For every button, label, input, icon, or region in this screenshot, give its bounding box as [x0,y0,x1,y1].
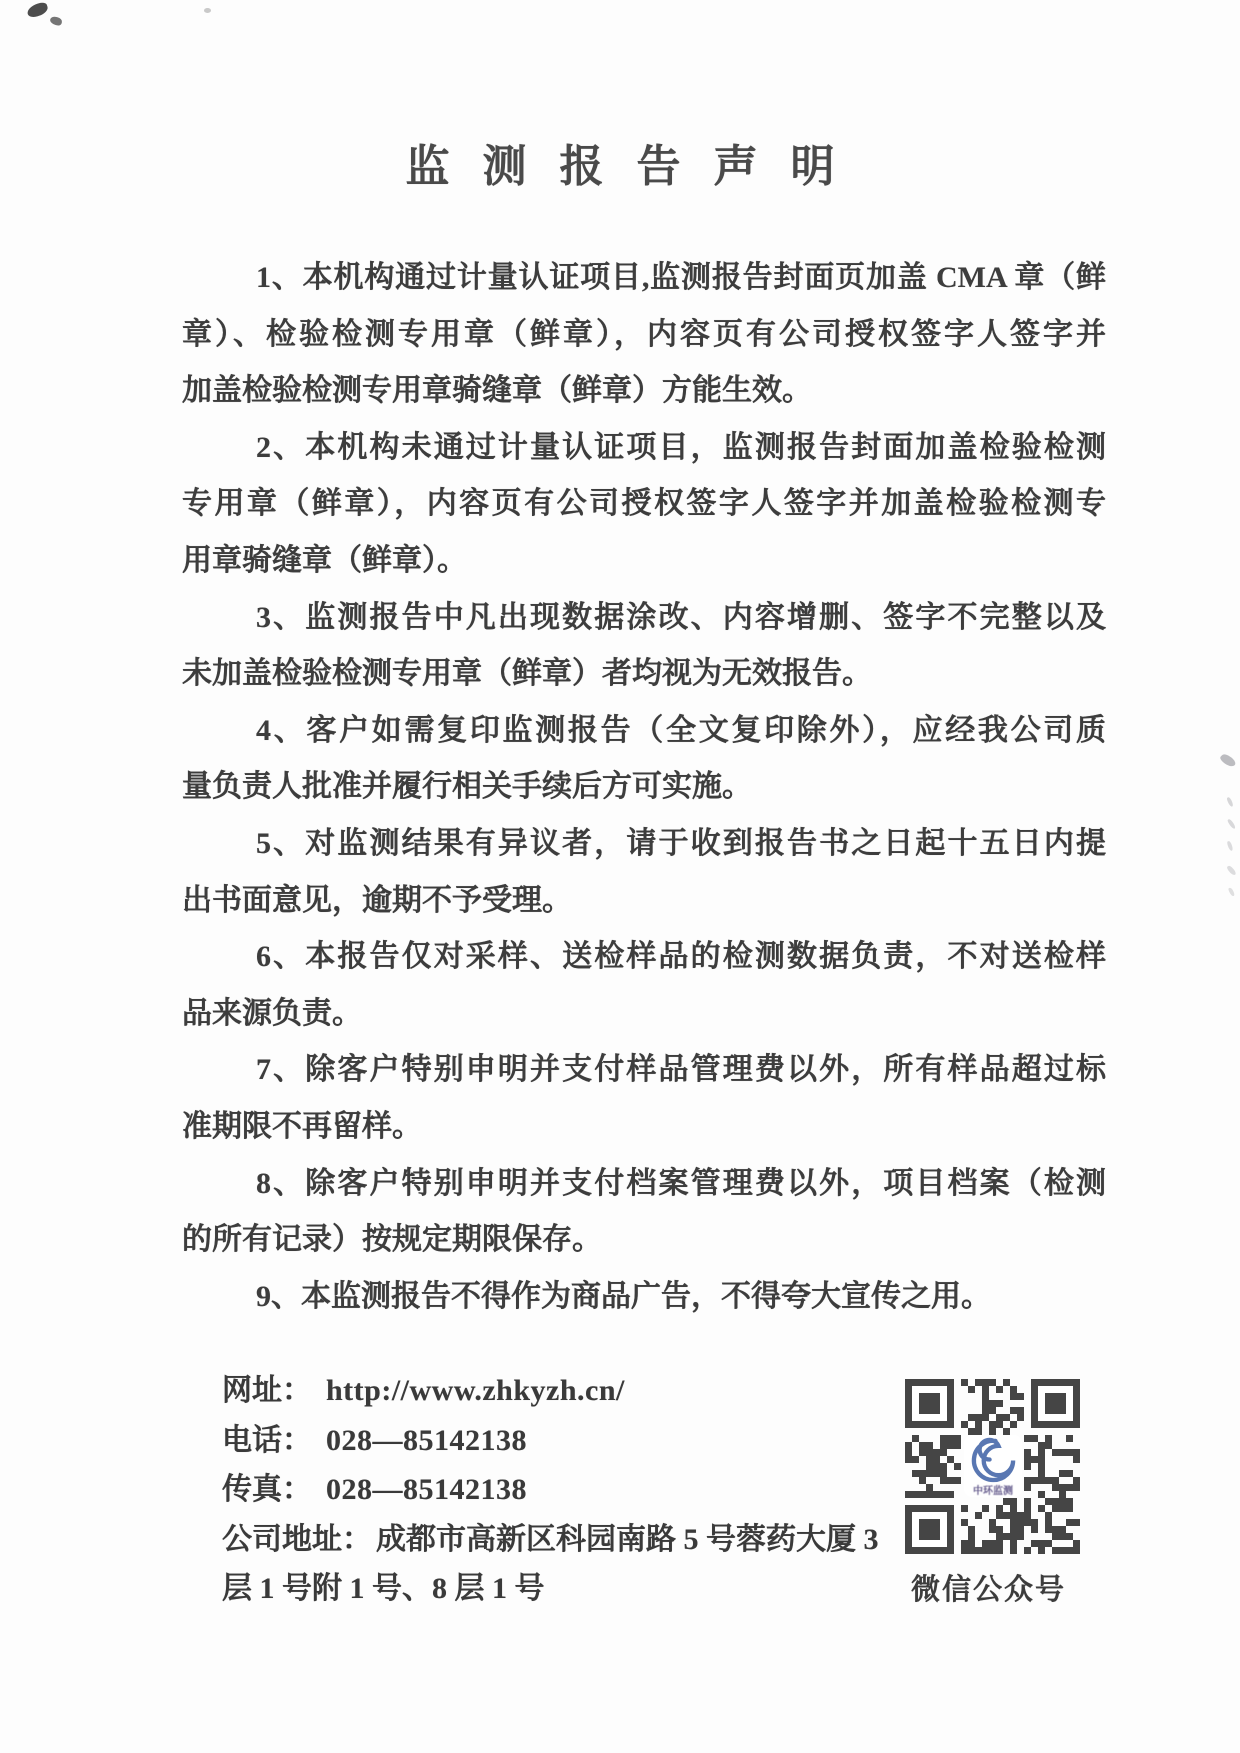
statement-line: 8、除客户特别申明并支付档案管理费以外，项目档案（检测 [256,1166,1106,1200]
phone-label: 电话： [222,1423,312,1457]
statement-line: 专用章（鲜章），内容页有公司授权签字人签字并加盖检验检测专 [182,487,1106,521]
statement-line: 章）、检验检测专用章（鲜章），内容页有公司授权签字人签字并 [182,317,1106,351]
statement-line: 5、对监测结果有异议者，请于收到报告书之日起十五日内提 [256,826,1106,860]
contact-block [222,1366,879,1614]
scan-artifact-spot [49,16,63,27]
statement-line: 2、本机构未通过计量认证项目，监测报告封面加盖检验检测 [256,430,1106,464]
phone-number: 028—85142138 [326,1423,527,1457]
statement-line: 品来源负责。 [182,996,362,1030]
website-line [222,1366,879,1416]
fax-line [222,1465,879,1515]
statement-line: 1、本机构通过计量认证项目,监测报告封面页加盖 CMA 章（鲜 [256,261,1106,294]
scan-artifact-edge-smudge [1216,744,1240,904]
page-title: 监测报告声明 [405,142,868,191]
scan-artifact-spot [26,1,50,19]
company-logo-swirl-icon [906,1435,1081,1486]
website-url: http://www.zhkyzh.cn/ [326,1374,625,1407]
statement-body [182,250,1106,1325]
statement-line: 量负责人批准并履行相关手续后方可实施。 [182,770,752,804]
website-label: 网址： [222,1374,312,1407]
address-label: 公司地址： [222,1522,372,1556]
statement-line: 9、本监测报告不得作为商品广告，不得夸大宣传之用。 [256,1279,991,1313]
statement-line: 3、监测报告中凡出现数据涂改、内容增删、签字不完整以及 [256,600,1106,634]
statement-line: 4、客户如需复印监测报告（全文复印除外），应经我公司质 [256,713,1106,747]
statement-line: 准期限不再留样。 [182,1109,422,1143]
address-line-2: 层 1 号附 1 号、8 层 1 号 [222,1572,545,1606]
fax-number: 028—85142138 [326,1473,527,1507]
statement-line: 加盖检验检测专用章骑缝章（鲜章）方能生效。 [182,374,812,408]
wechat-account-label: 微信公众号 [911,1574,1067,1606]
address-line-1 [222,1515,879,1565]
wechat-qr-code [905,1379,1080,1554]
statement-line: 用章骑缝章（鲜章）。 [182,543,467,577]
qr-logo-text: 中环监测 [973,1486,1013,1497]
statement-line: 出书面意见，逾期不予受理。 [182,883,572,917]
statement-line: 未加盖检验检测专用章（鲜章）者均视为无效报告。 [182,657,872,691]
qr-center-logo [964,1435,1022,1497]
fax-label: 传真： [222,1473,312,1507]
statement-line: 6、本报告仅对采样、送检样品的检测数据负责，不对送检样 [256,940,1106,974]
statement-line: 的所有记录）按规定期限保存。 [182,1223,602,1257]
phone-line [222,1416,879,1466]
scan-artifact-spot [204,8,211,13]
address-value: 成都市高新区科园南路 5 号蓉药大厦 3 [376,1522,879,1556]
statement-line: 7、除客户特别申明并支付样品管理费以外，所有样品超过标 [256,1053,1106,1087]
